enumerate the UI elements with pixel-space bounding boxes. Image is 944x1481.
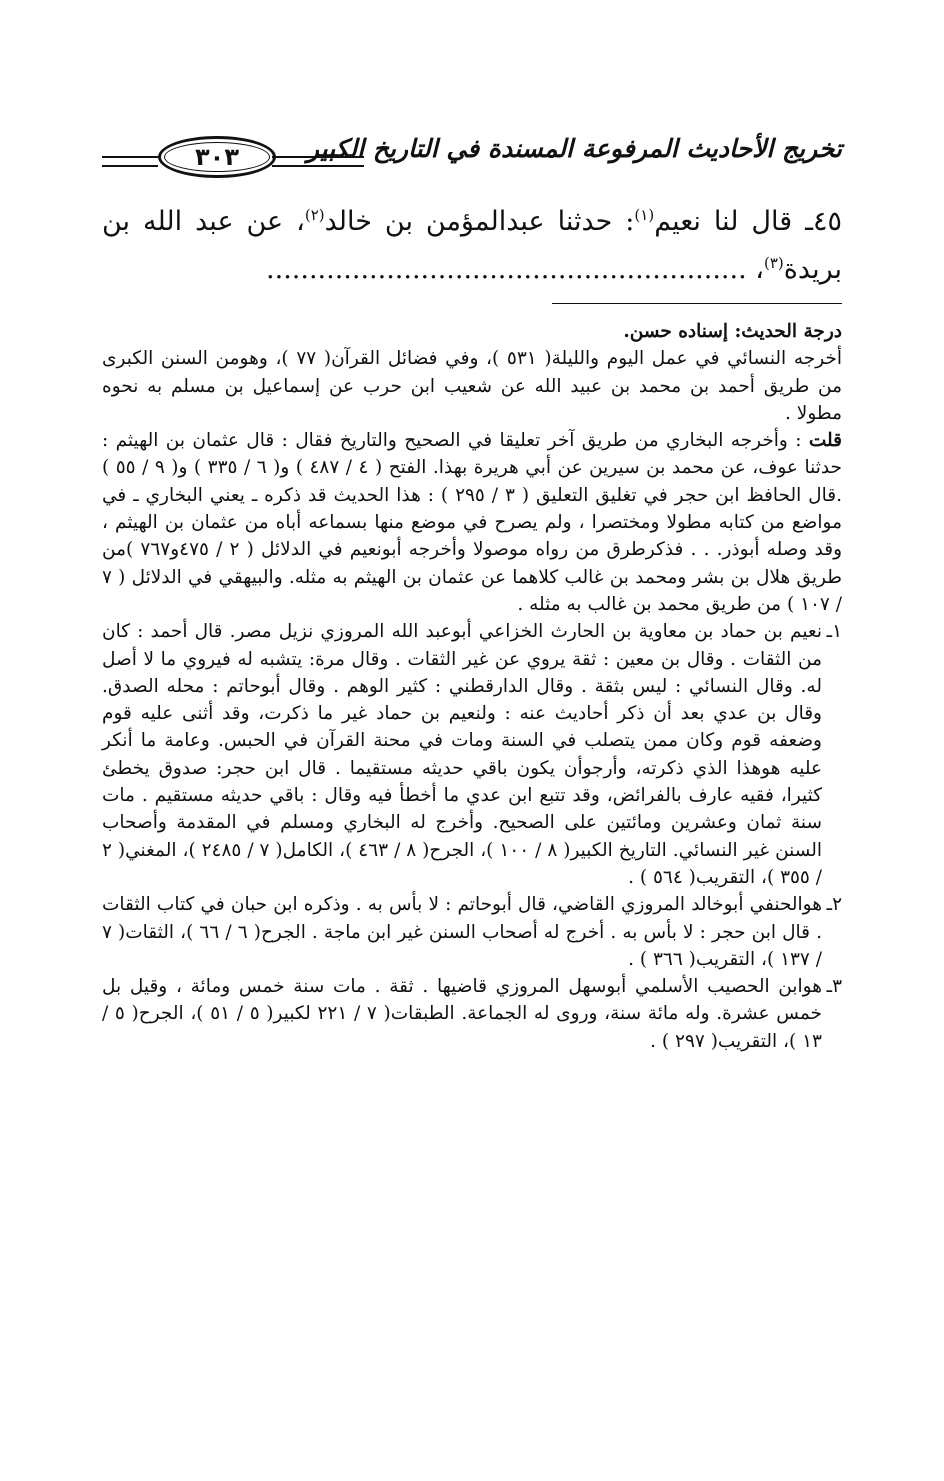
footnote-2-text: هوالحنفي أبوخالد المروزي القاضي، قال أبوحاتم : لا بأس به . وذكره ابن حبان في كتاب الثقات . قال ابن حجر : لا بأس به . أخرج له أصحاب السنن غير ابن ماجة . الجرح( ٦ / ٦٦ )، الثقات( ٧ / ١٣٧ )، التقريب( ٣٦٦ ) . (102, 894, 823, 970)
footnote-ref-2: (٢) (304, 206, 325, 224)
page-number-badge (158, 136, 276, 178)
hadith-mid-1: : حدثنا عبدالمؤمن بن خالد (324, 206, 635, 237)
qult-label: قلت (808, 430, 843, 452)
footnote-1-number: ١ـ (826, 621, 842, 643)
page-number: ٣٠٣ (195, 143, 239, 171)
footnote-3-number: ٣ـ (826, 976, 842, 998)
footnote-separator (552, 303, 842, 304)
footnote-ref-3: (٣) (763, 254, 784, 272)
footnote-2-number: ٢ـ (826, 894, 842, 916)
footnote-2 (102, 891, 842, 973)
qult-text: : وأخرجه البخاري من طريق آخر تعليقا في الصحيح والتاريخ فقال : قال عثمان بن الهيثم : حدثنا عوف، عن محمد بن سيرين عن أبي هريرة بهذا. الفتح ( ٤ / ٤٨٧ ) و( ٦ / ٣٣٥ ) و( ٩ / ٥٥ ) .قال الحافظ ابن حجر في تغليق التعليق ( ٣ / ٢٩٥ ) : هذا الحديث قد ذكره ـ يعني البخاري ـ في مواضع من كتابه مطولا ومختصرا ، ولم يصرح في موضع منها بسماعه أباه من عثمان بن الهيثم ، وقد وصله أبوذر. . . فذكرطرق من رواه موصولا وأخرجه أبونعيم في الدلائل ( ٢ / ٤٧٥و٧٦٧ )من طريق هلال بن بشر ومحمد بن غالب كلاهما عن عثمان بن الهيثم به مثله. والبيهقي في الدلائل ( ٧ / ١٠٧ ) من طريق محمد بن غالب به مثله . (102, 430, 843, 615)
header-title: تخريج الأحاديث المرفوعة المسندة في التاريخ الكبير (306, 134, 842, 163)
header-rule-left (102, 156, 158, 167)
notes-section (102, 318, 842, 1055)
footnote-ref-1: (١) (634, 206, 655, 224)
hadith-tail: ، ........................................................ (266, 254, 764, 285)
hadith-mid-2: ، عن عبد الله بن بريدة (102, 206, 842, 285)
footnote-1-text: نعيم بن حماد بن معاوية بن الحارث الخزاعي أبوعبد الله المروزي نزيل مصر. قال أحمد : كان من الثقات . وقال بن معين : ثقة يروي عن غير الثقات . وقال مرة: يتشبه له فيروي ما لا أصل له. وقال النسائي : ليس بثقة . وقال الدارقطني : كثير الوهم . وقال أبوحاتم : محله الصدق. وقال بن عدي بعد أن ذكر أحاديث عنه : ولنعيم بن حماد غير ما ذكرت، وقد أثنى عليه قوم وضعفه قوم وكان ممن يتصلب في السنة ومات في محنة القرآن في الحبس. وعامة ما أنكر عليه هوهذا الذي ذكرته، وأرجوأن يكون باقي حديثه مستقيما . قال ابن حجر: صدوق يخطئ كثيرا، فقيه عارف بالفرائض، وقد تتبع ابن عدي ما أخطأ فيه وقال : باقي حديثه مستقيم . مات سنة ثمان وعشرين ومائتين على الصحيح. وأخرج له البخاري ومسلم في المقدمة وأصحاب السنن غير النسائي. التاريخ الكبير( ٨ / ١٠٠ )، الجرح( ٨ / ٤٦٣ )، الكامل( ٧ / ٢٤٨٥ )، المغني( ٢ / ٣٥٥ )، التقريب( ٥٦٤ ) . (102, 621, 823, 888)
hadith-lead: ٤٥ـ قال لنا نعيم (654, 206, 843, 237)
running-header (102, 128, 842, 186)
hadith-text (102, 198, 842, 294)
qult-paragraph (102, 427, 842, 618)
takhrij-paragraph: أخرجه النسائي في عمل اليوم والليلة( ٥٣١ )، وفي فضائل القرآن( ٧٧ )، وهومن السنن الكبرى من طريق أحمد بن محمد بن عبيد الله عن شعيب ابن حرب عن إسماعيل بن مسلم به نحوه مطولا . (102, 348, 842, 424)
footnote-1 (102, 618, 842, 891)
footnote-3-text: هوابن الحصيب الأسلمي أبوسهل المروزي قاضيها . ثقة . مات سنة خمس ومائة ، وقيل بل خمس عشرة. وله مائة سنة، وروى له الجماعة. الطبقات( ٧ / ٢٢١ لكبير( ٥ / ٥١ )، الجرح( ٥ / ١٣ )، التقريب( ٢٩٧ ) . (102, 976, 822, 1052)
header-rule-right (272, 156, 364, 167)
footnote-3 (102, 973, 842, 1055)
hadith-grade: درجة الحديث: إسناده حسن. (623, 321, 842, 342)
